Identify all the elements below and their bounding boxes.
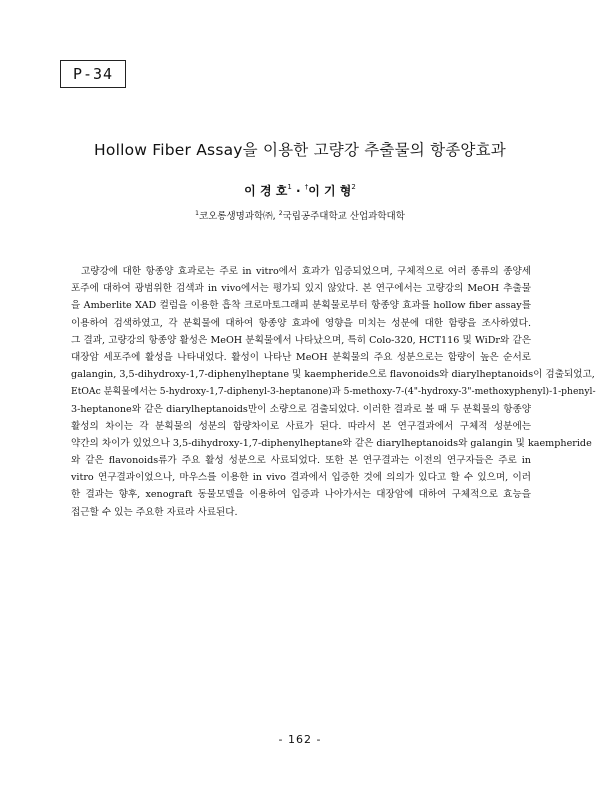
abstract-line: 을 Amberlite XAD 컬럼을 이용한 흡착 크로마토그래피 분획물로부터 항종양 효과를 hollow fiber assay를 (71, 300, 531, 312)
affil-1-mark: 1 (195, 210, 199, 217)
abstract-line: 활성의 차이는 각 분획물의 성분의 함량차이로 사료가 된다. 따라서 본 연구결과에서 구체적 성분에는 (71, 420, 531, 432)
abstract-body (71, 263, 596, 521)
author-2-name: 이 기 형 (308, 184, 352, 198)
affil-2-mark: 2 (278, 210, 283, 217)
abstract-line: 고량강에 대한 항종양 효과로는 주로 in vitro에서 효과가 입증되었으며, 구체적으로 여러 종류의 종양세 (81, 266, 531, 277)
affil-2-org: 국립공주대학교 산업과학대학 (282, 211, 405, 222)
abstract-line: 대장암 세포주에 활성을 나타내었다. 활성이 나타난 MeOH 분획물의 주요 성분으로는 함량이 높은 순서로 (71, 351, 531, 363)
abstract-line: 포주에 대하여 광범위한 검색과 in vivo에서는 평가되 있지 않았다. 본 연구에서는 고량강의 MeOH 추출물 (71, 283, 531, 295)
affiliation-line (0, 208, 600, 222)
abstract-line: 약간의 차이가 있었으나 3,5-dihydroxy-1,7-diphenylheptane와 같은 diarylheptanoids와 galangin 및 kaempheride (71, 437, 592, 449)
abstract-line: vitro 연구결과이었으나, 마우스를 이용한 in vivo 결과에서 입증한 것에 의의가 있다고 할 수 있으며, 이러 (71, 472, 531, 484)
abstract-line: 그 결과, 고량강의 항종양 활성은 MeOH 분획물에서 나타났으며, 특히 Colo-320, HCT116 및 WiDr와 같은 (71, 334, 531, 346)
abstract-line: galangin, 3,5-dihydroxy-1,7-diphenylheptane 및 kaempheride으로 flavonoids와 diarylheptanoids이 검출되었고, (71, 369, 595, 381)
author-1-affil-mark: 1 (287, 183, 292, 191)
abstract-line: 3-heptanone와 같은 diarylheptanoids만이 소량으로 검출되었다. 이러한 결과로 볼 때 두 분획물의 항종양 (71, 403, 531, 415)
page-number: - 162 - (278, 733, 322, 746)
abstract-line: EtOAc 분획물에서는 5-hydroxy-1,7-diphenyl-3-heptanone)과 5-methoxy-7-(4"-hydroxy-3"-methoxyphenyl)-1-phenyl- (71, 386, 596, 398)
author-separator: · (295, 184, 301, 198)
corresponding-mark: † (304, 183, 309, 191)
abstract-line: 와 같은 flavonoids류가 주요 활성 성분으로 사료되었다. 또한 본 연구결과는 이전의 연구자들은 주로 in (71, 455, 531, 467)
affil-1-org: 코오롱생명과학㈜, (198, 211, 276, 222)
abstract-line: 한 결과는 향후, xenograft 동물모델을 이용하여 입증과 나아가서는 대장암에 대하여 구체적으로 효능을 (71, 489, 531, 501)
poster-code-box: P-34 (60, 60, 126, 88)
paper-title: Hollow Fiber Assay을 이용한 고량강 추출물의 항종양효과 (94, 141, 506, 159)
abstract-line: 이용하여 검색하였고, 각 분획물에 대하여 항종양 효과에 영향을 미치는 성분에 대한 함량을 조사하였다. (71, 317, 531, 329)
author-line (0, 182, 600, 199)
abstract-line: 접근할 수 있는 주요한 자료라 사료된다. (71, 506, 238, 518)
author-2-affil-mark: 2 (351, 183, 356, 191)
author-1-name: 이 경 호 (244, 184, 288, 198)
